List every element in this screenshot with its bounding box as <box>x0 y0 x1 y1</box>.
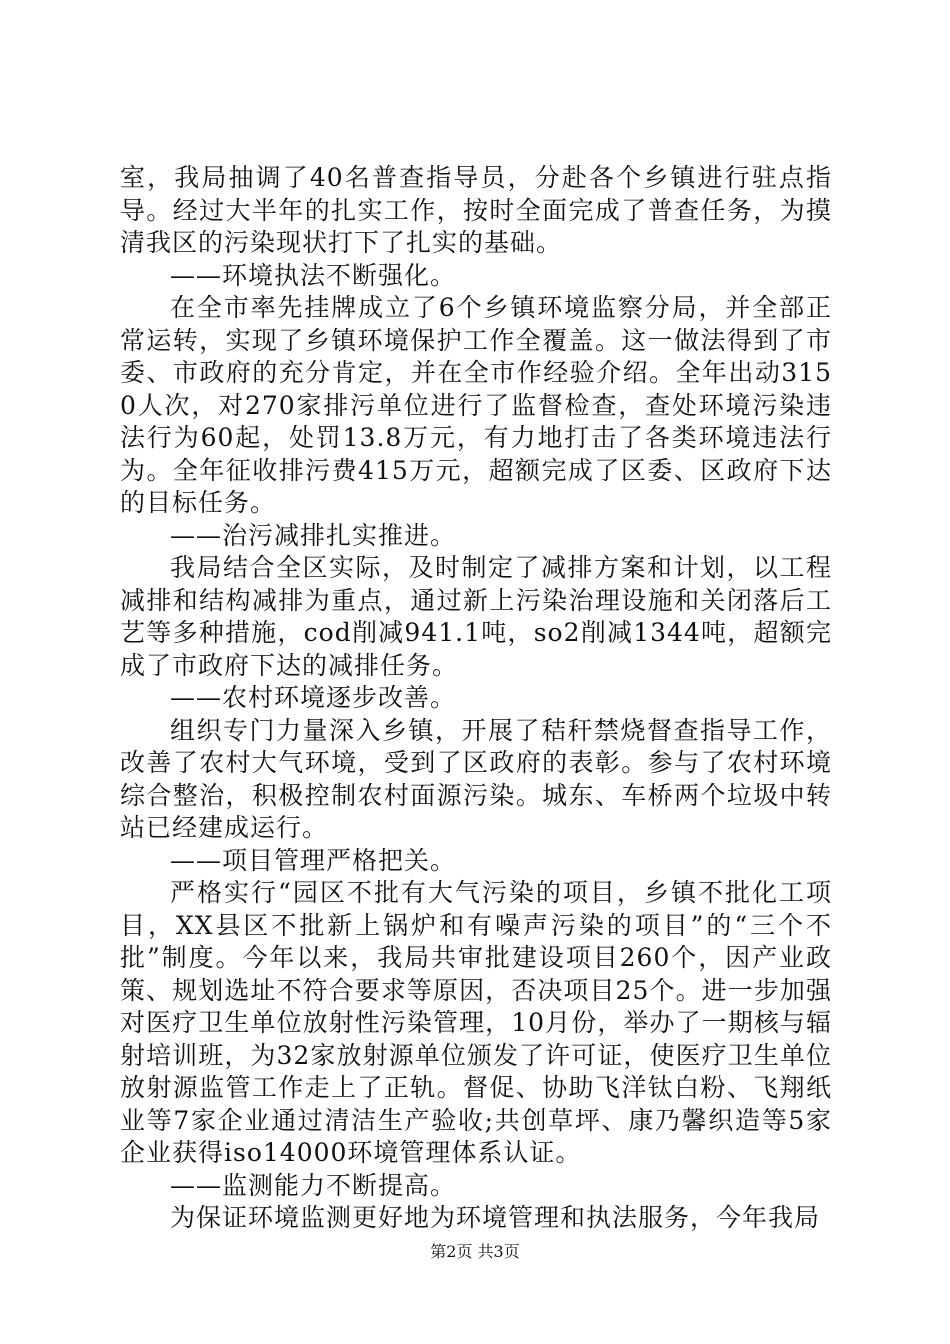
document-body <box>120 162 832 1235</box>
paragraph-survey-conclusion: 室，我局抽调了40名普查指导员，分赴各个乡镇进行驻点指导。经过大半年的扎实工作，按时全面完成了普查任务，为摸清我区的污染现状打下了扎实的基础。 <box>120 163 832 257</box>
paragraph-emission-reduction: 我局结合全区实际，及时制定了减排方案和计划，以工程减排和结构减排为重点，通过新上污染治理设施和关闭落后工艺等多种措施，cod削减941.1吨，so2削减1344吨，超额完成了市政府下达的减排任务。 <box>120 553 832 680</box>
section-heading-enforcement: ——环境执法不断强化。 <box>170 260 457 290</box>
paragraph-project-management: 严格实行“园区不批有大气污染的项目，乡镇不批化工项目，XX县区不批新上锅炉和有噪声污染的项目”的“三个不批”制度。今年以来，我局共审批建设项目260个，因产业政策、规划选址不符合要求等原因，否决项目25个。进一步加强对医疗卫生单位放射性污染管理，10月份，举办了一期核与辐射培训班，为32家放射源单位颁发了许可证，使医疗卫生单位放射源监管工作走上了正轨。督促、协助飞洋钛白粉、飞翔纸业等7家企业通过清洁生产验收;共创草坪、康乃馨织造等5家企业获得iso14000环境管理体系认证。 <box>120 878 832 1167</box>
section-heading-monitoring: ——监测能力不断提高。 <box>170 1170 457 1200</box>
section-heading-rural-environment: ——农村环境逐步改善。 <box>170 683 457 712</box>
page-number-footer: 第2页 共3页 <box>430 1242 520 1261</box>
section-heading-emission-reduction: ——治污减排扎实推进。 <box>170 520 457 550</box>
paragraph-rural-environment: 组织专门力量深入乡镇，开展了秸秆禁烧督查指导工作，改善了农村大气环境，受到了区政府的表彰。参与了农村环境综合整治，积极控制农村面源污染。城东、车桥两个垃圾中转站已经建成运行。 <box>120 715 832 842</box>
section-heading-project-management: ——项目管理严格把关。 <box>170 845 457 875</box>
paragraph-enforcement: 在全市率先挂牌成立了6个乡镇环境监察分局，并全部正常运转，实现了乡镇环境保护工作全覆盖。这一做法得到了市委、市政府的充分肯定，并在全市作经验介绍。全年出动3150人次，对270家排污单位进行了监督检查，查处环境污染违法行为60起，处罚13.8万元，有力地打击了各类环境违法行为。全年征收排污费415万元，超额完成了区委、区政府下达的目标任务。 <box>120 293 832 517</box>
paragraph-monitoring: 为保证环境监测更好地为环境管理和执法服务，今年我局 <box>170 1203 821 1232</box>
